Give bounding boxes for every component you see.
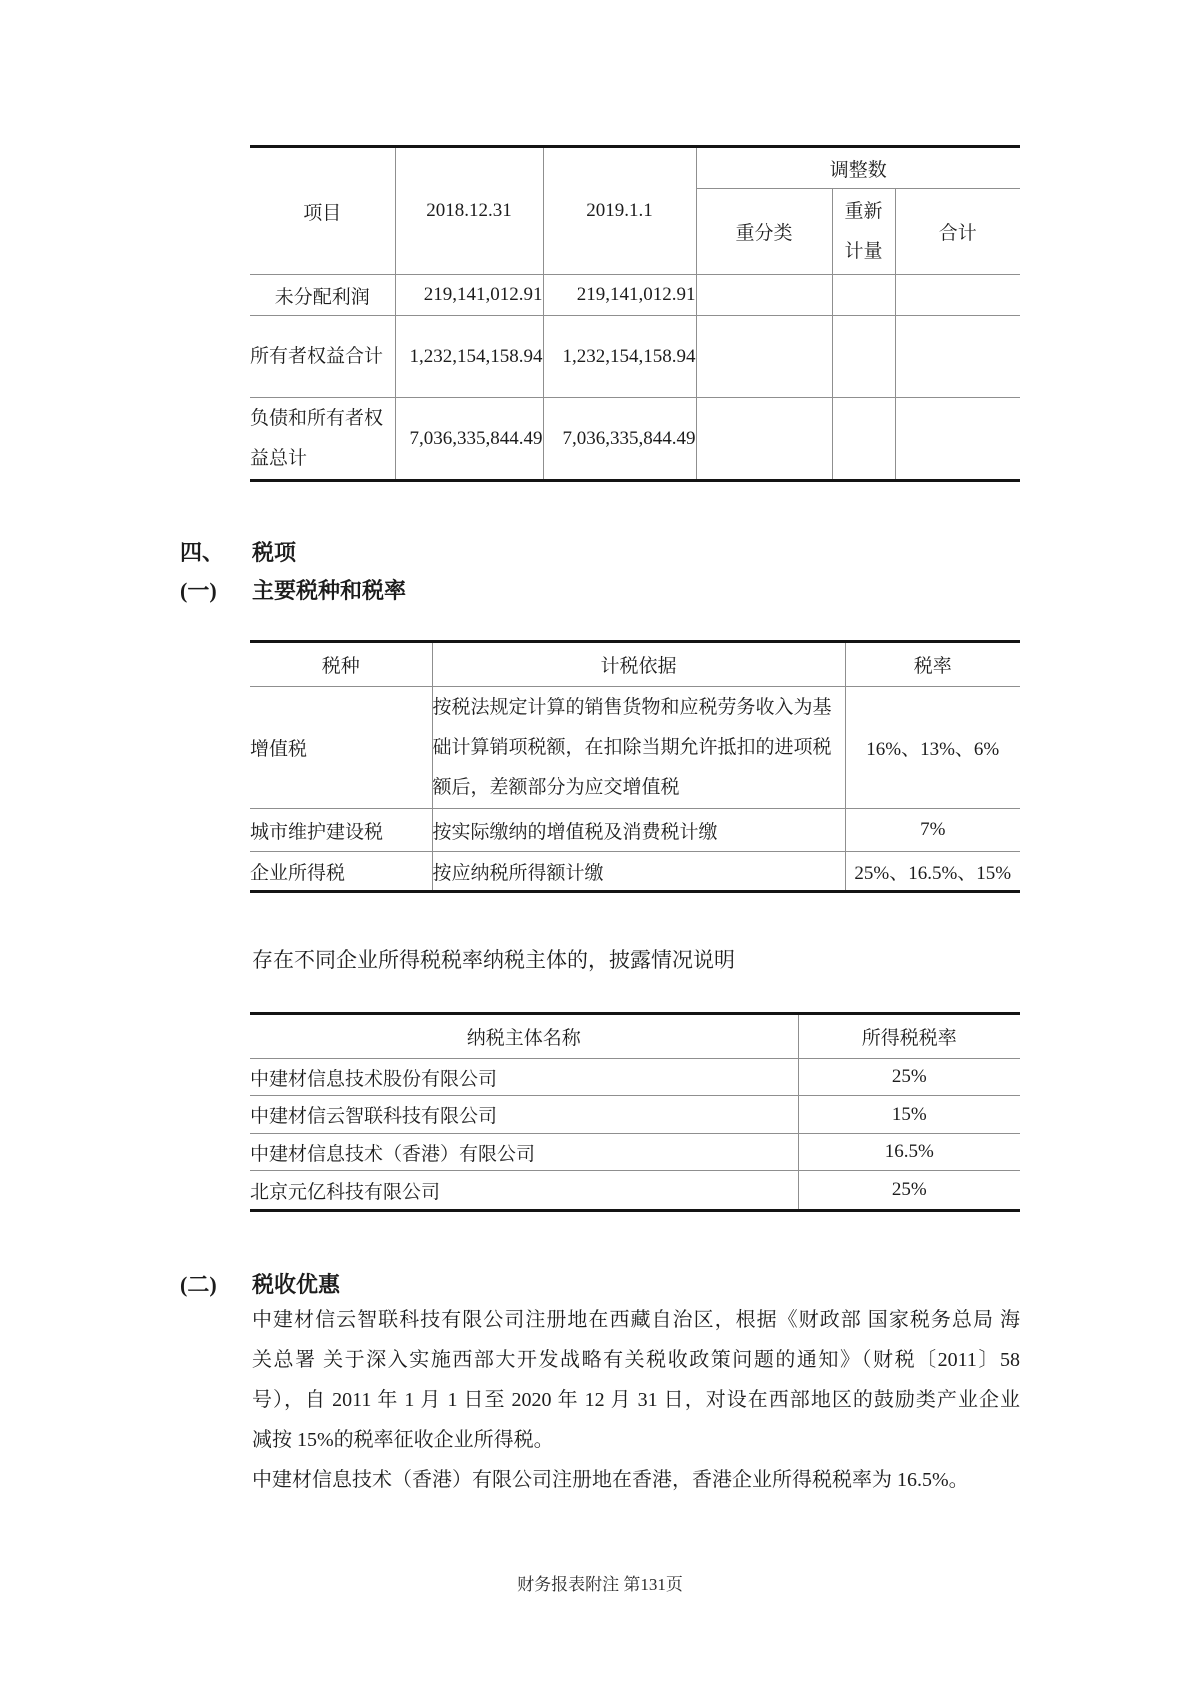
table-row [250, 809, 1020, 852]
section-number: 四、 [180, 540, 225, 565]
tax-type: 增值税 [250, 687, 432, 809]
taxpayer-name: 中建材信息技术（香港）有限公司 [250, 1134, 798, 1171]
table-row [250, 1059, 1020, 1096]
value-2018: 1,232,154,158.94 [395, 316, 543, 398]
header-date-2018: 2018.12.31 [395, 147, 543, 275]
income-tax-rate: 15% [798, 1096, 1020, 1134]
table-row [250, 398, 1020, 481]
value-2019: 219,141,012.91 [543, 275, 696, 316]
value-2018: 219,141,012.91 [395, 275, 543, 316]
tax-rate: 7% [845, 809, 1020, 852]
row-label: 所有者权益合计 [250, 316, 395, 398]
subsection-number: (二) [180, 1272, 217, 1297]
value-remeasurement [832, 316, 895, 398]
header-adjustments: 调整数 [696, 147, 1020, 189]
header-total: 合计 [895, 189, 1020, 275]
value-total [895, 398, 1020, 481]
header-tax-rate: 税率 [845, 642, 1020, 687]
header-reclassification: 重分类 [696, 189, 832, 275]
tax-basis: 按应纳税所得额计缴 [432, 852, 845, 892]
equity-header-row-top [250, 147, 1020, 189]
header-income-tax-rate: 所得税税率 [798, 1014, 1020, 1059]
disclosure-note: 存在不同企业所得税税率纳税主体的，披露情况说明 [252, 948, 735, 972]
subsection-number: (一) [180, 578, 217, 603]
header-date-2019: 2019.1.1 [543, 147, 696, 275]
value-remeasurement [832, 275, 895, 316]
subsection-title: 税收优惠 [252, 1272, 341, 1297]
income-tax-rate: 25% [798, 1171, 1020, 1211]
value-reclassification [696, 316, 832, 398]
incentive-paragraph-line: 关总署 关于深入实施西部大开发战略有关税收政策问题的通知》（财税〔2011〕58 [252, 1349, 1020, 1371]
value-2019: 1,232,154,158.94 [543, 316, 696, 398]
incentive-paragraph-line: 减按 15%的税率征收企业所得税。 [252, 1429, 554, 1451]
tax-rate-header-row [250, 642, 1020, 687]
value-reclassification [696, 398, 832, 481]
taxpayer-name: 中建材信云智联科技有限公司 [250, 1096, 798, 1134]
table-row [250, 1096, 1020, 1134]
subsection-heading-incentives [180, 1268, 340, 1299]
value-remeasurement [832, 398, 895, 481]
row-label: 未分配利润 [250, 275, 395, 316]
taxpayer-header-row [250, 1014, 1020, 1059]
income-tax-rate: 16.5% [798, 1134, 1020, 1171]
taxpayer-name: 北京元亿科技有限公司 [250, 1171, 798, 1211]
section-title: 税项 [252, 540, 297, 565]
table-row [250, 687, 1020, 809]
value-2019: 7,036,335,844.49 [543, 398, 696, 481]
incentive-paragraph-line: 号），自 2011 年 1 月 1 日至 2020 年 12 月 31 日，对设在西部地区的鼓励类产业企业 [252, 1389, 1020, 1411]
tax-type: 城市维护建设税 [250, 809, 432, 852]
subsection-heading-main-taxes [180, 574, 406, 605]
tax-basis: 按实际缴纳的增值税及消费税计缴 [432, 809, 845, 852]
table-row [250, 1134, 1020, 1171]
tax-rate: 16%、13%、6% [845, 687, 1020, 809]
table-row [250, 852, 1020, 892]
income-tax-rate: 25% [798, 1059, 1020, 1096]
tax-rate-table [250, 640, 1020, 893]
table-row [250, 316, 1020, 398]
incentive-paragraph-line: 中建材信云智联科技有限公司注册地在西藏自治区，根据《财政部 国家税务总局 海 [252, 1309, 1020, 1331]
table-row [250, 1171, 1020, 1211]
header-taxpayer-name: 纳税主体名称 [466, 1028, 581, 1049]
header-tax-type: 税种 [321, 656, 360, 677]
subsection-title: 主要税种和税率 [252, 578, 407, 603]
hk-tax-paragraph: 中建材信息技术（香港）有限公司注册地在香港，香港企业所得税税率为 16.5%。 [252, 1469, 969, 1491]
header-item: 项目 [303, 202, 342, 224]
taxpayer-name: 中建材信息技术股份有限公司 [250, 1059, 798, 1096]
row-label: 负债和所有者权益总计 [250, 398, 395, 481]
value-total [895, 275, 1020, 316]
tax-type: 企业所得税 [250, 852, 432, 892]
tax-basis: 按税法规定计算的销售货物和应税劳务收入为基础计算销项税额，在扣除当期允许抵扣的进项税额后，差额部分为应交增值税 [432, 687, 845, 809]
taxpayer-table [250, 1012, 1020, 1212]
section-heading-tax [180, 536, 296, 567]
equity-adjustment-table [250, 145, 1020, 482]
header-remeasurement: 重新计量 [832, 189, 895, 275]
page-footer: 财务报表附注 第131页 [517, 1575, 683, 1594]
table-row [250, 275, 1020, 316]
tax-rate: 25%、16.5%、15% [845, 852, 1020, 892]
value-reclassification [696, 275, 832, 316]
value-2018: 7,036,335,844.49 [395, 398, 543, 481]
header-tax-basis: 计税依据 [432, 642, 845, 687]
value-total [895, 316, 1020, 398]
